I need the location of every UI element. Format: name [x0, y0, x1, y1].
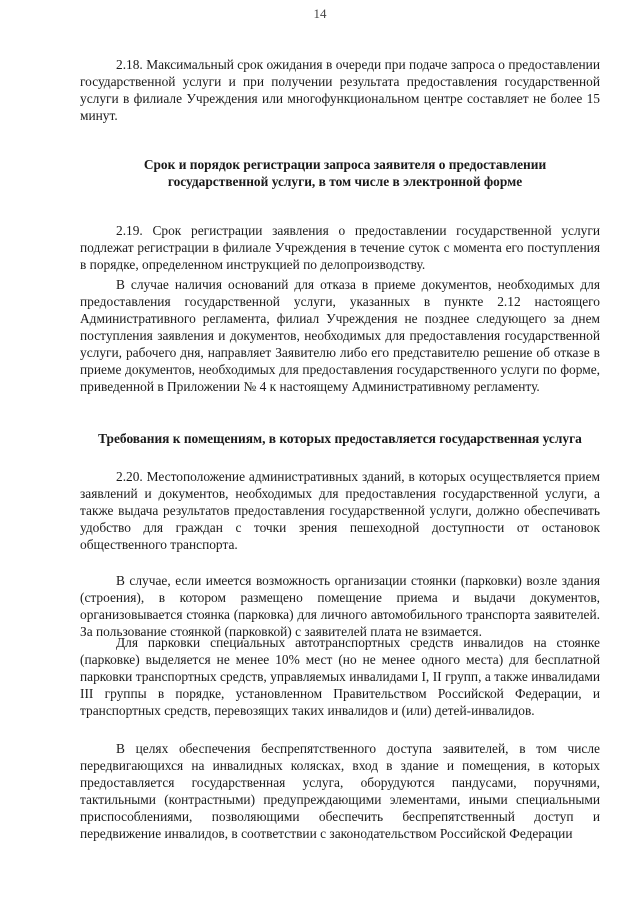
paragraph-2-18: 2.18. Максимальный срок ожидания в очереди при подаче запроса о предоставлении государственной услуги и при получении результата предоставления государственной услуги в филиале Учреждения или многофункциональном центре составляет не более 15 минут. [80, 57, 600, 123]
paragraph-2-20-access: В целях обеспечения беспрепятственного доступа заявителей, в том числе передвигающихся на инвалидных колясках, вход в здание и помещения, в которых предоставляется государственная услуга, оборудуются пандусами, поручнями, тактильными (контрастными) предупреждающими элементами, иными специальными приспособлениями, позволяющими обеспечить беспрепятственный доступ и передвижение инвалидов, в соответствии с законодательством Российской Федерации [80, 741, 600, 841]
paragraph-2-19-refusal: В случае наличия оснований для отказа в приеме документов, необходимых для предоставления государственной услуги, указанных в пункте 2.12 настоящего Административного регламента, филиал Учреждения не позднее следующего за днем поступления заявления и документов, необходимых для предоставления государственной услуги, рабочего дня, направляет Заявителю либо его представителю решение об отказе в приеме документов, необходимых для предоставления государственного услуги по форме, приведенной в Приложении № 4 к настоящему Административному регламенту. [80, 277, 600, 394]
heading-premises: Требования к помещениям, в которых предоставляется государственная услуга [98, 431, 582, 446]
paragraph-2-20-disabled-parking: Для парковки специальных автотранспортных средств инвалидов на стоянке (парковке) выделяется не менее 10% мест (но не менее одного места) для бесплатной парковки транспортных средств, управляемых инвалидами I, II групп, а также инвалидами III группы в порядке, установленном Правительством Российской Федерации, и транспортных средств, перевозящих таких инвалидов и (или) детей-инвалидов. [80, 635, 600, 718]
paragraph-2-20-parking: В случае, если имеется возможность организации стоянки (парковки) возле здания (строения), в котором размещено помещение приема и выдачи документов, организовывается стоянка (парковка) для личного автомобильного транспорта заявителей. За пользование стоянкой (парковкой) с заявителей плата не взимается. [80, 573, 600, 639]
paragraph-2-19: 2.19. Срок регистрации заявления о предоставлении государственной услуги подлежат регистрации в филиале Учреждения в течение суток с момента его поступления в порядке, определенном инструкцией по делопроизводству. [80, 223, 600, 272]
heading-registration: Срок и порядок регистрации запроса заявителя о предоставлении государственной услуги, в том числе в электронной форме [143, 157, 547, 189]
page-number: 14 [313, 6, 327, 21]
paragraph-2-20: 2.20. Местоположение административных зданий, в которых осуществляется прием заявлений и документов, необходимых для предоставления государственной услуги, а также выдача результатов предоставления государственной услуги, должно обеспечивать удобство для граждан с точки зрения пешеходной доступности от остановок общественного транспорта. [80, 469, 600, 552]
